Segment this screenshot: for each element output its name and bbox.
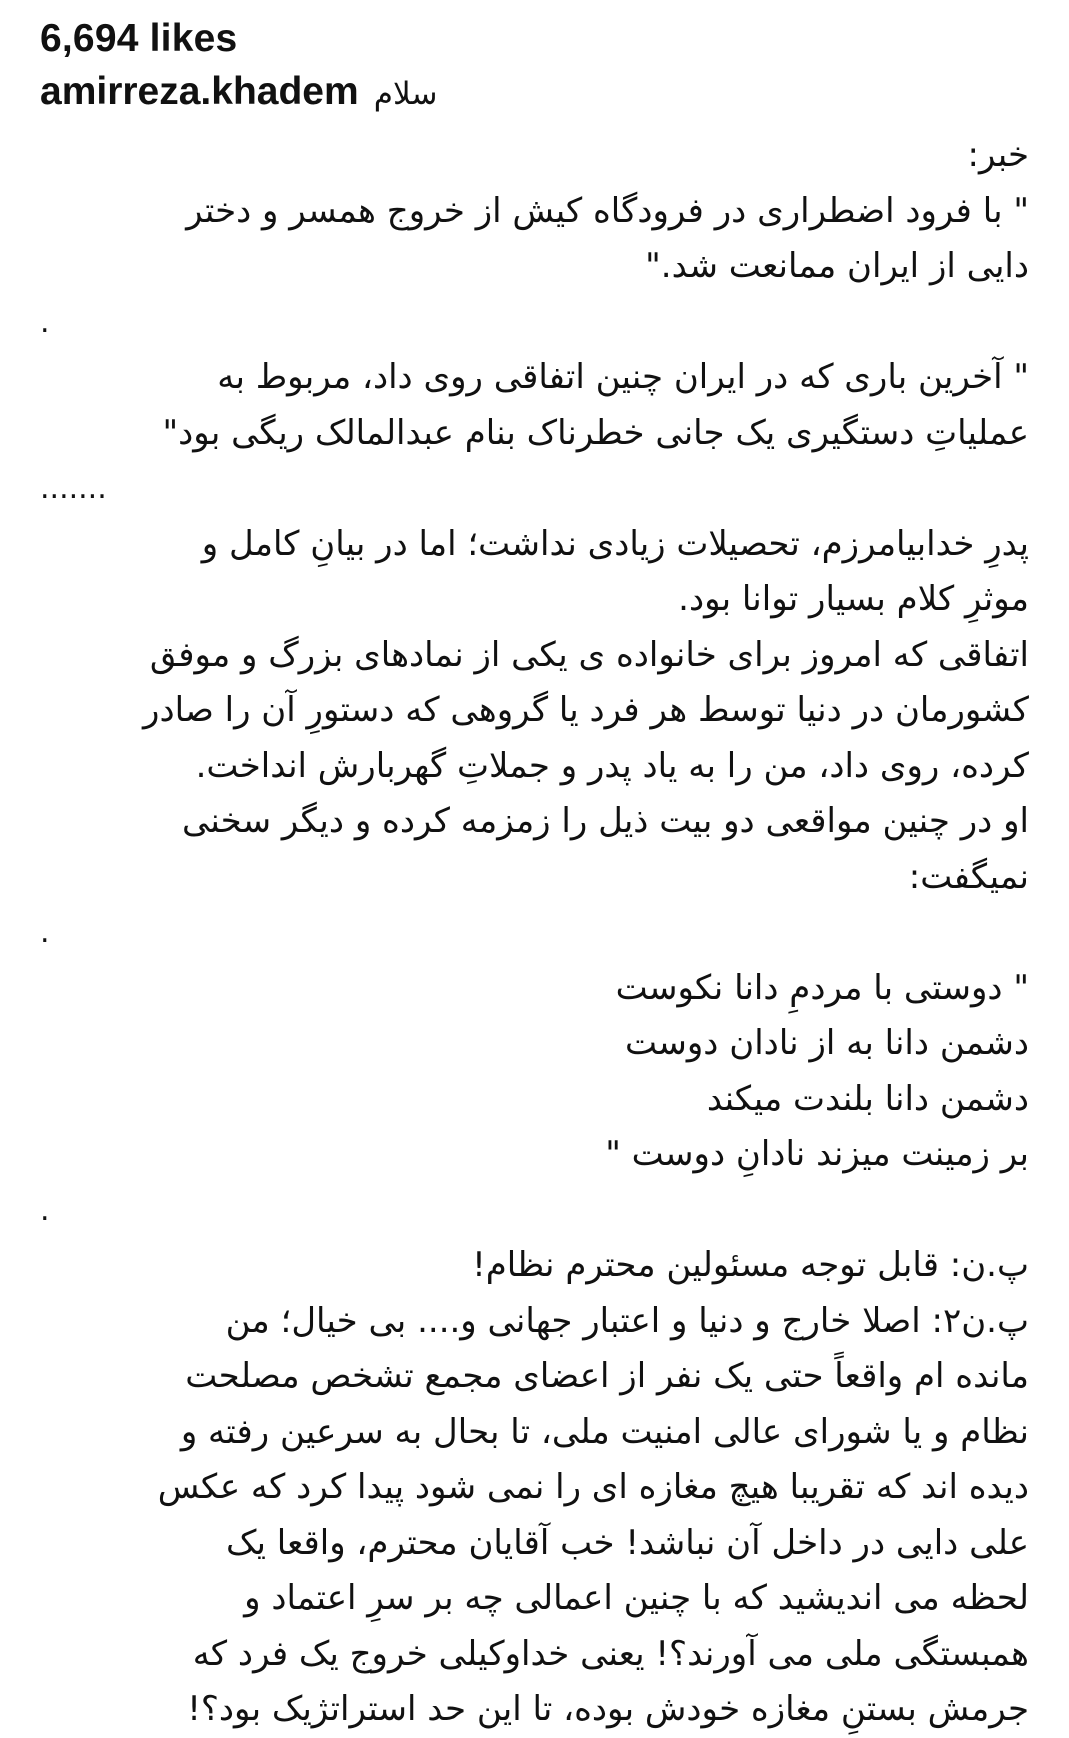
caption-line: دشمن دانا به از نادان دوست xyxy=(625,1023,1029,1063)
caption-line: موثرِ کلام بسیار توانا بود. xyxy=(678,579,1029,619)
caption-line: جرمش بستنِ مغازه خودش بوده، تا این حد استراتژیک بود؟! xyxy=(187,1689,1029,1729)
caption-line: کشورمان در دنیا توسط هر فرد یا گروهی که دستورِ آن را صادر xyxy=(143,690,1029,730)
caption-line: عملیاتِ دستگیری یک جانی خطرناک بنام عبدالمالک ریگی بود" xyxy=(162,412,1029,453)
caption-separator: . xyxy=(40,304,50,340)
caption-line: دیده اند که تقریبا هیچ مغازه ای را نمی شود پیدا کرد که عکس xyxy=(157,1467,1029,1507)
caption-line: علی دایی در داخل آن نباشد! خب آقایان محترم، واقعا یک xyxy=(226,1522,1029,1563)
caption-line: " با فرود اضطراری در فرودگاه کیش از خروج همسر و دختر xyxy=(186,190,1029,231)
caption-text xyxy=(40,128,1029,1738)
like-count[interactable]: 6,694 likes xyxy=(40,17,238,60)
caption-line: نظام و یا شورای عالی امنیت ملی، تا بحال به سرعین رفته و xyxy=(180,1411,1029,1452)
username-link[interactable]: amirreza.khadem xyxy=(40,70,359,113)
caption-line: مانده ام واقعاً حتی یک نفر از اعضای مجمع تشخص مصلحت xyxy=(185,1356,1029,1396)
caption-line: پدرِ خدابیامرزم، تحصیلات زیادی نداشت؛ اما در بیانِ کامل و xyxy=(201,523,1029,564)
caption-line: " دوستی با مردمِ دانا نکوست xyxy=(615,967,1029,1008)
caption-line: بر زمینت میزند نادانِ دوست " xyxy=(605,1134,1029,1174)
caption-line: دایی از ایران ممانعت شد." xyxy=(645,246,1029,286)
caption-line: " آخرین باری که در ایران چنین اتفاقی روی داد، مربوط به xyxy=(217,357,1029,397)
caption-separator: . xyxy=(40,1192,50,1228)
caption-line: همبستگی ملی می آورند؟! یعنی خداوکیلی خروج یک فرد که xyxy=(192,1633,1029,1674)
caption-first-word: سلام xyxy=(373,76,438,112)
caption-header xyxy=(40,66,1029,122)
caption-line: نمیگفت: xyxy=(908,856,1029,897)
caption-line: اتفاقی که امروز برای خانواده ی یکی از نمادهای بزرگ و موفق xyxy=(149,634,1029,675)
caption-separator: . xyxy=(40,915,50,950)
caption-line: دشمن دانا بلندت میکند xyxy=(706,1078,1029,1119)
caption-line: لحظه می اندیشید که با چنین اعمالی چه بر سرِ اعتماد و xyxy=(244,1578,1029,1618)
caption-line: پ.ن۲: اصلا خارج و دنیا و اعتبار جهانی و.... بی خیال؛ من xyxy=(225,1300,1029,1341)
caption-separator: ....... xyxy=(40,471,107,506)
caption-line: او در چنین مواقعی دو بیت ذیل را زمزمه کرده و دیگر سخنی xyxy=(182,801,1029,841)
caption-line: کرده، روی داد، من را به یاد پدر و جملاتِ گهربارش انداخت. xyxy=(195,745,1029,786)
caption-line: خبر: xyxy=(967,135,1029,175)
caption-line: پ.ن: قابل توجه مسئولین محترم نظام! xyxy=(472,1245,1029,1285)
